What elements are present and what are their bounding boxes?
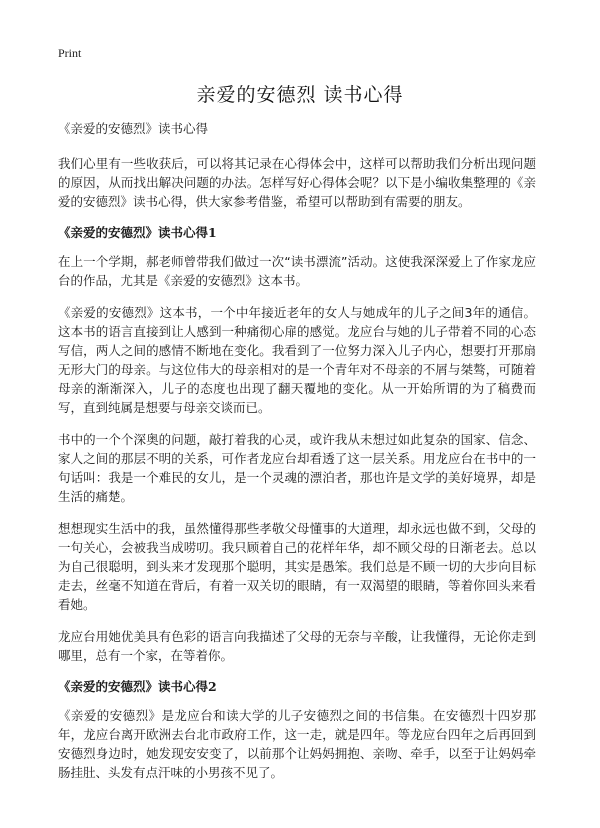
page-title: 亲爱的安德烈 读书心得 (196, 84, 404, 106)
section-1-paragraph-2: 《亲爱的安德烈》这本书，一个中年接近老年的女人与她成年的儿子之间3年的通信。这本书的语言直接到让人感到一种痛彻心扉的感觉。龙应台与她的儿子带着不同的心态写信，两人之间的感情不断地在变化。我看到了一位努力深入儿子内心，想要打开那扇无形大门的母亲。与这位伟大的母亲相对的是一个青年对不母亲的不屑与桀骜，可随着母亲的渐渐深入，儿子的态度也出现了翻天覆地的变化。从一开始所谓的为了稿费而写，直到纯属是想要与母亲交谈而已。 (58, 305, 536, 415)
article-body (58, 120, 536, 795)
section-1-paragraph-3: 书中的一个个深奥的问题，敲打着我的心灵，或许我从未想过如此复杂的国家、信念、家人之间的那层不明的关系，可作者龙应台却看透了这一层关系。用龙应台在书中的一句话叫：我是一个难民的女儿，是一个灵魂的漂泊者，那也许是文学的美好境界，却是生活的痛楚。 (58, 432, 536, 504)
section-heading-1: 《亲爱的安德烈》读书心得1 (58, 225, 217, 240)
section-1-paragraph-4: 想想现实生活中的我，虽然懂得那些孝敬父母懂事的大道理，却永远也做不到，父母的一句关心，会被我当成唠叨。我只顾着自己的花样年华，却不顾父母的日渐老去。总以为自己很聪明，到头来才发现那个聪明，其实是愚笨。我们总是不顾一切的大步向目标走去，丝毫不知道在背后，有着一双关切的眼睛，有一双渴望的眼睛，等着你回头来看看她。 (58, 521, 536, 612)
article-subtitle: 《亲爱的安德烈》读书心得 (58, 121, 209, 136)
print-link[interactable]: Print (58, 46, 82, 60)
intro-paragraph: 我们心里有一些收获后，可以将其记录在心得体会中，这样可以帮助我们分析出现问题的原因，从而找出解决问题的办法。怎样写好心得体会呢？以下是小编收集整理的《亲爱的安德烈》读书心得，供大家参考借鉴，希望可以帮助到有需要的朋友。 (58, 156, 536, 209)
section-1-paragraph-1: 在上一个学期，郝老师曾带我们做过一次“读书漂流”活动。这使我深深爱上了作家龙应台的作品，尤其是《亲爱的安德烈》这本书。 (58, 254, 536, 288)
section-heading-2: 《亲爱的安德烈》读书心得2 (58, 679, 217, 694)
section-1-paragraph-5: 龙应台用她优美具有色彩的语言向我描述了父母的无奈与辛酸，让我懂得，无论你走到哪里，总有一个家，在等着你。 (58, 629, 536, 663)
section-2-paragraph-1: 《亲爱的安德烈》是龙应台和读大学的儿子安德烈之间的书信集。在安德烈十四岁那年，龙应台离开欧洲去台北市政府工作，这一走，就是四年。等龙应台四年之后再回到安德烈身边时，她发现安安变了，以前那个让妈妈拥抱、亲吻、牵手，以至于让妈妈牵肠挂肚、头发有点汗味的小男孩不见了。 (58, 708, 536, 780)
